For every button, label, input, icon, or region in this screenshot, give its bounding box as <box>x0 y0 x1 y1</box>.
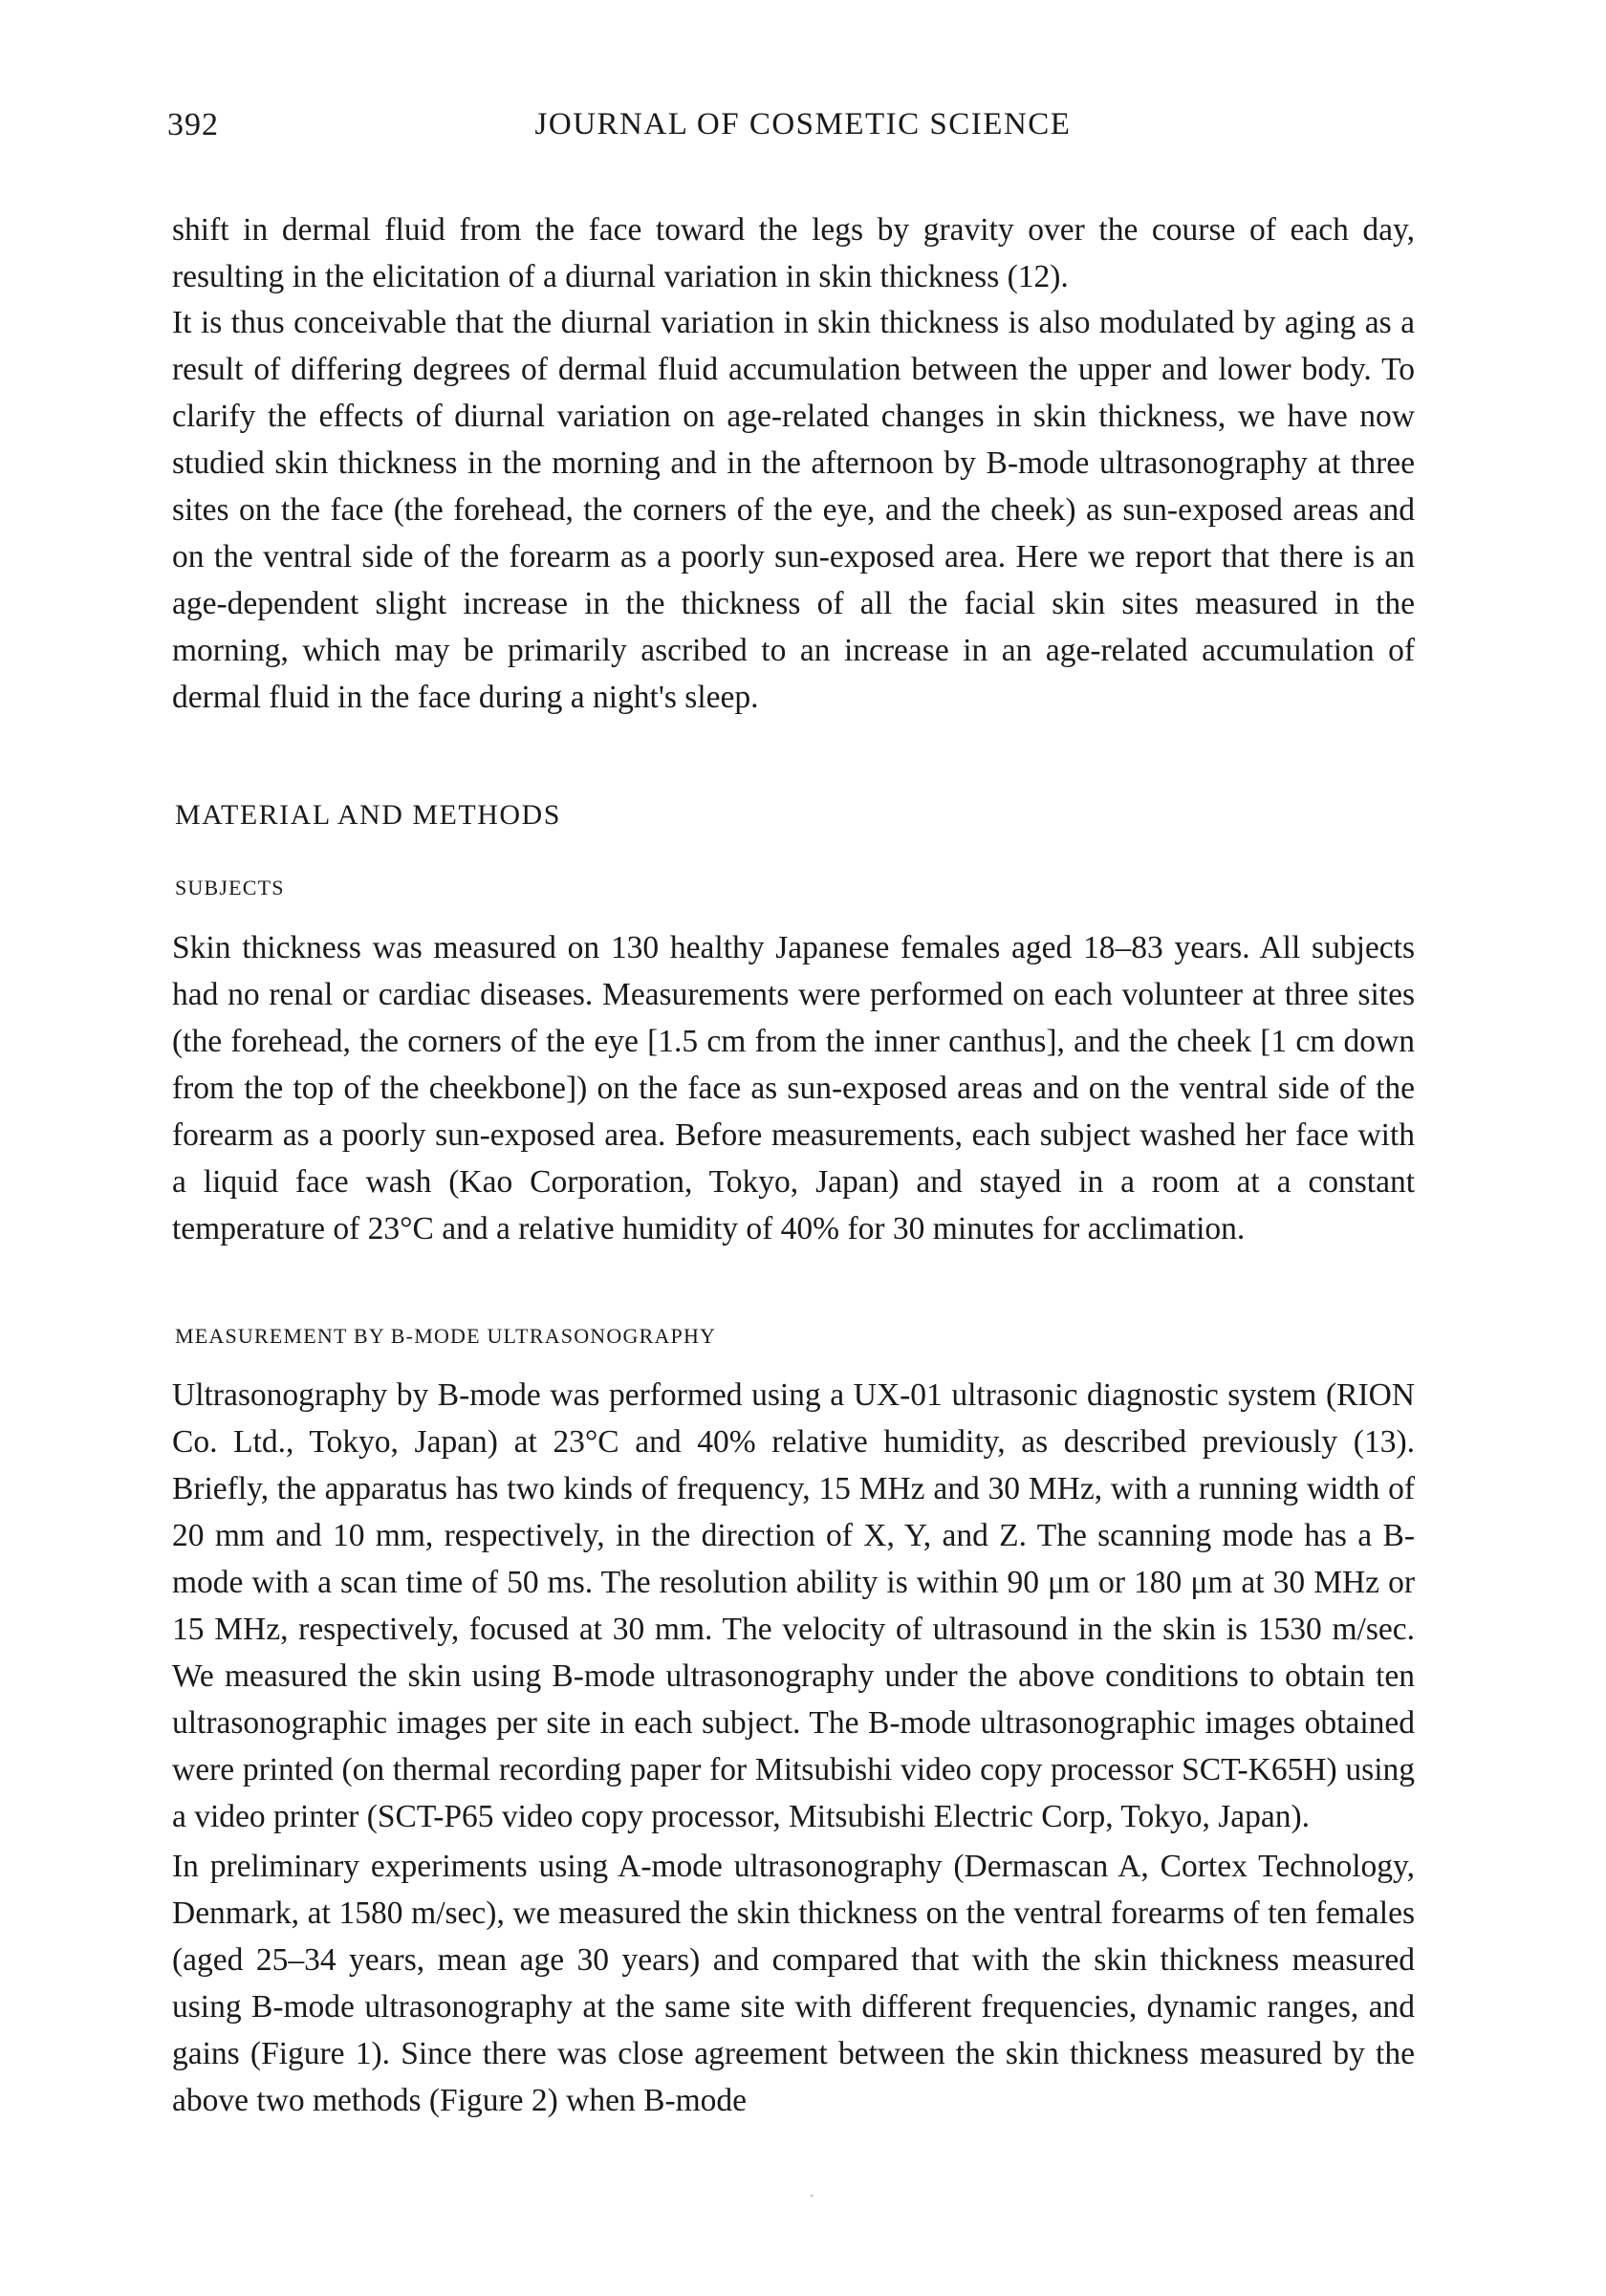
scan-speck <box>811 2195 813 2197</box>
page-number: 392 <box>167 107 219 142</box>
measurement-paragraph-2: In preliminary experiments using A-mode ultrasonography (Dermascan A, Cortex Technology, Denmark, at 1580 m/sec), we measured the skin thickness on the ventral forearms of ten females (aged 25–34 years, mean age 30 years) and compared that with the skin thickness measured using B-mode ultrasonography at the same site with different frequencies, dynamic ranges, and gains (Figure 1). Since there was close agreement between the skin thickness measured by the above two methods (Figure 2) when B-mode <box>172 1849 1415 2118</box>
intro-paragraph-1: shift in dermal fluid from the face toward the legs by gravity over the course of each day, resulting in the elicitation of a diurnal variation in skin thickness (12). <box>172 212 1415 294</box>
subsection-heading-measurement: MEASUREMENT BY B-MODE ULTRASONOGRAPHY <box>175 1324 717 1348</box>
journal-title: JOURNAL OF COSMETIC SCIENCE <box>534 107 1072 141</box>
subjects-paragraph: Skin thickness was measured on 130 healthy Japanese females aged 18–83 years. All subjects had no renal or cardiac diseases. Measurements were performed on each volunteer at three sites (the forehead, the corners of the eye [1.5 cm from the inner canthus], and the cheek [1 cm down from the top of the cheekbone]) on the face as sun-exposed areas and on the ventral side of the forearm as a poorly sun-exposed area. Before measurements, each subject washed her face with a liquid face wash (Kao Corporation, Tokyo, Japan) and stayed in a room at a constant temperature of 23°C and a relative humidity of 40% for 30 minutes for acclimation. <box>172 930 1415 1246</box>
running-head <box>167 107 1439 155</box>
subsection-heading-subjects: SUBJECTS <box>175 876 285 899</box>
measurement-paragraph-1: Ultrasonography by B-mode was performed using a UX-01 ultrasonic diagnostic system (RION Co. Ltd., Tokyo, Japan) at 23°C and 40% relative humidity, as described previously (13). Briefly, the apparatus has two kinds of frequency, 15 MHz and 30 MHz, with a running width of 20 mm and 10 mm, respectively, in the direction of X, Y, and Z. The scanning mode has a B-mode with a scan time of 50 ms. The resolution ability is within 90 μm or 180 μm at 30 MHz or 15 MHz, respectively, focused at 30 mm. The velocity of ultrasound in the skin is 1530 m/sec. We measured the skin using B-mode ultrasonography under the above conditions to obtain ten ultrasonographic images per site in each subject. The B-mode ultrasonographic images obtained were printed (on thermal recording paper for Mitsubishi video copy processor SCT-K65H) using a video printer (SCT-P65 video copy processor, Mitsubishi Electric Corp, Tokyo, Japan). <box>172 1377 1415 1834</box>
intro-paragraph-2: It is thus conceivable that the diurnal variation in skin thickness is also modulated by aging as a result of differing degrees of dermal fluid accumulation between the upper and lower body. To clarify the effects of diurnal variation on age-related changes in skin thickness, we have now studied skin thickness in the morning and in the afternoon by B-mode ultrasonography at three sites on the face (the forehead, the corners of the eye, and the cheek) as sun-exposed areas and on the ventral side of the forearm as a poorly sun-exposed area. Here we report that there is an age-dependent slight increase in the thickness of all the facial skin sites measured in the morning, which may be primarily ascribed to an increase in an age-related accumulation of dermal fluid in the face during a night's sleep. <box>172 305 1415 715</box>
section-heading-material-methods: MATERIAL AND METHODS <box>175 799 561 831</box>
